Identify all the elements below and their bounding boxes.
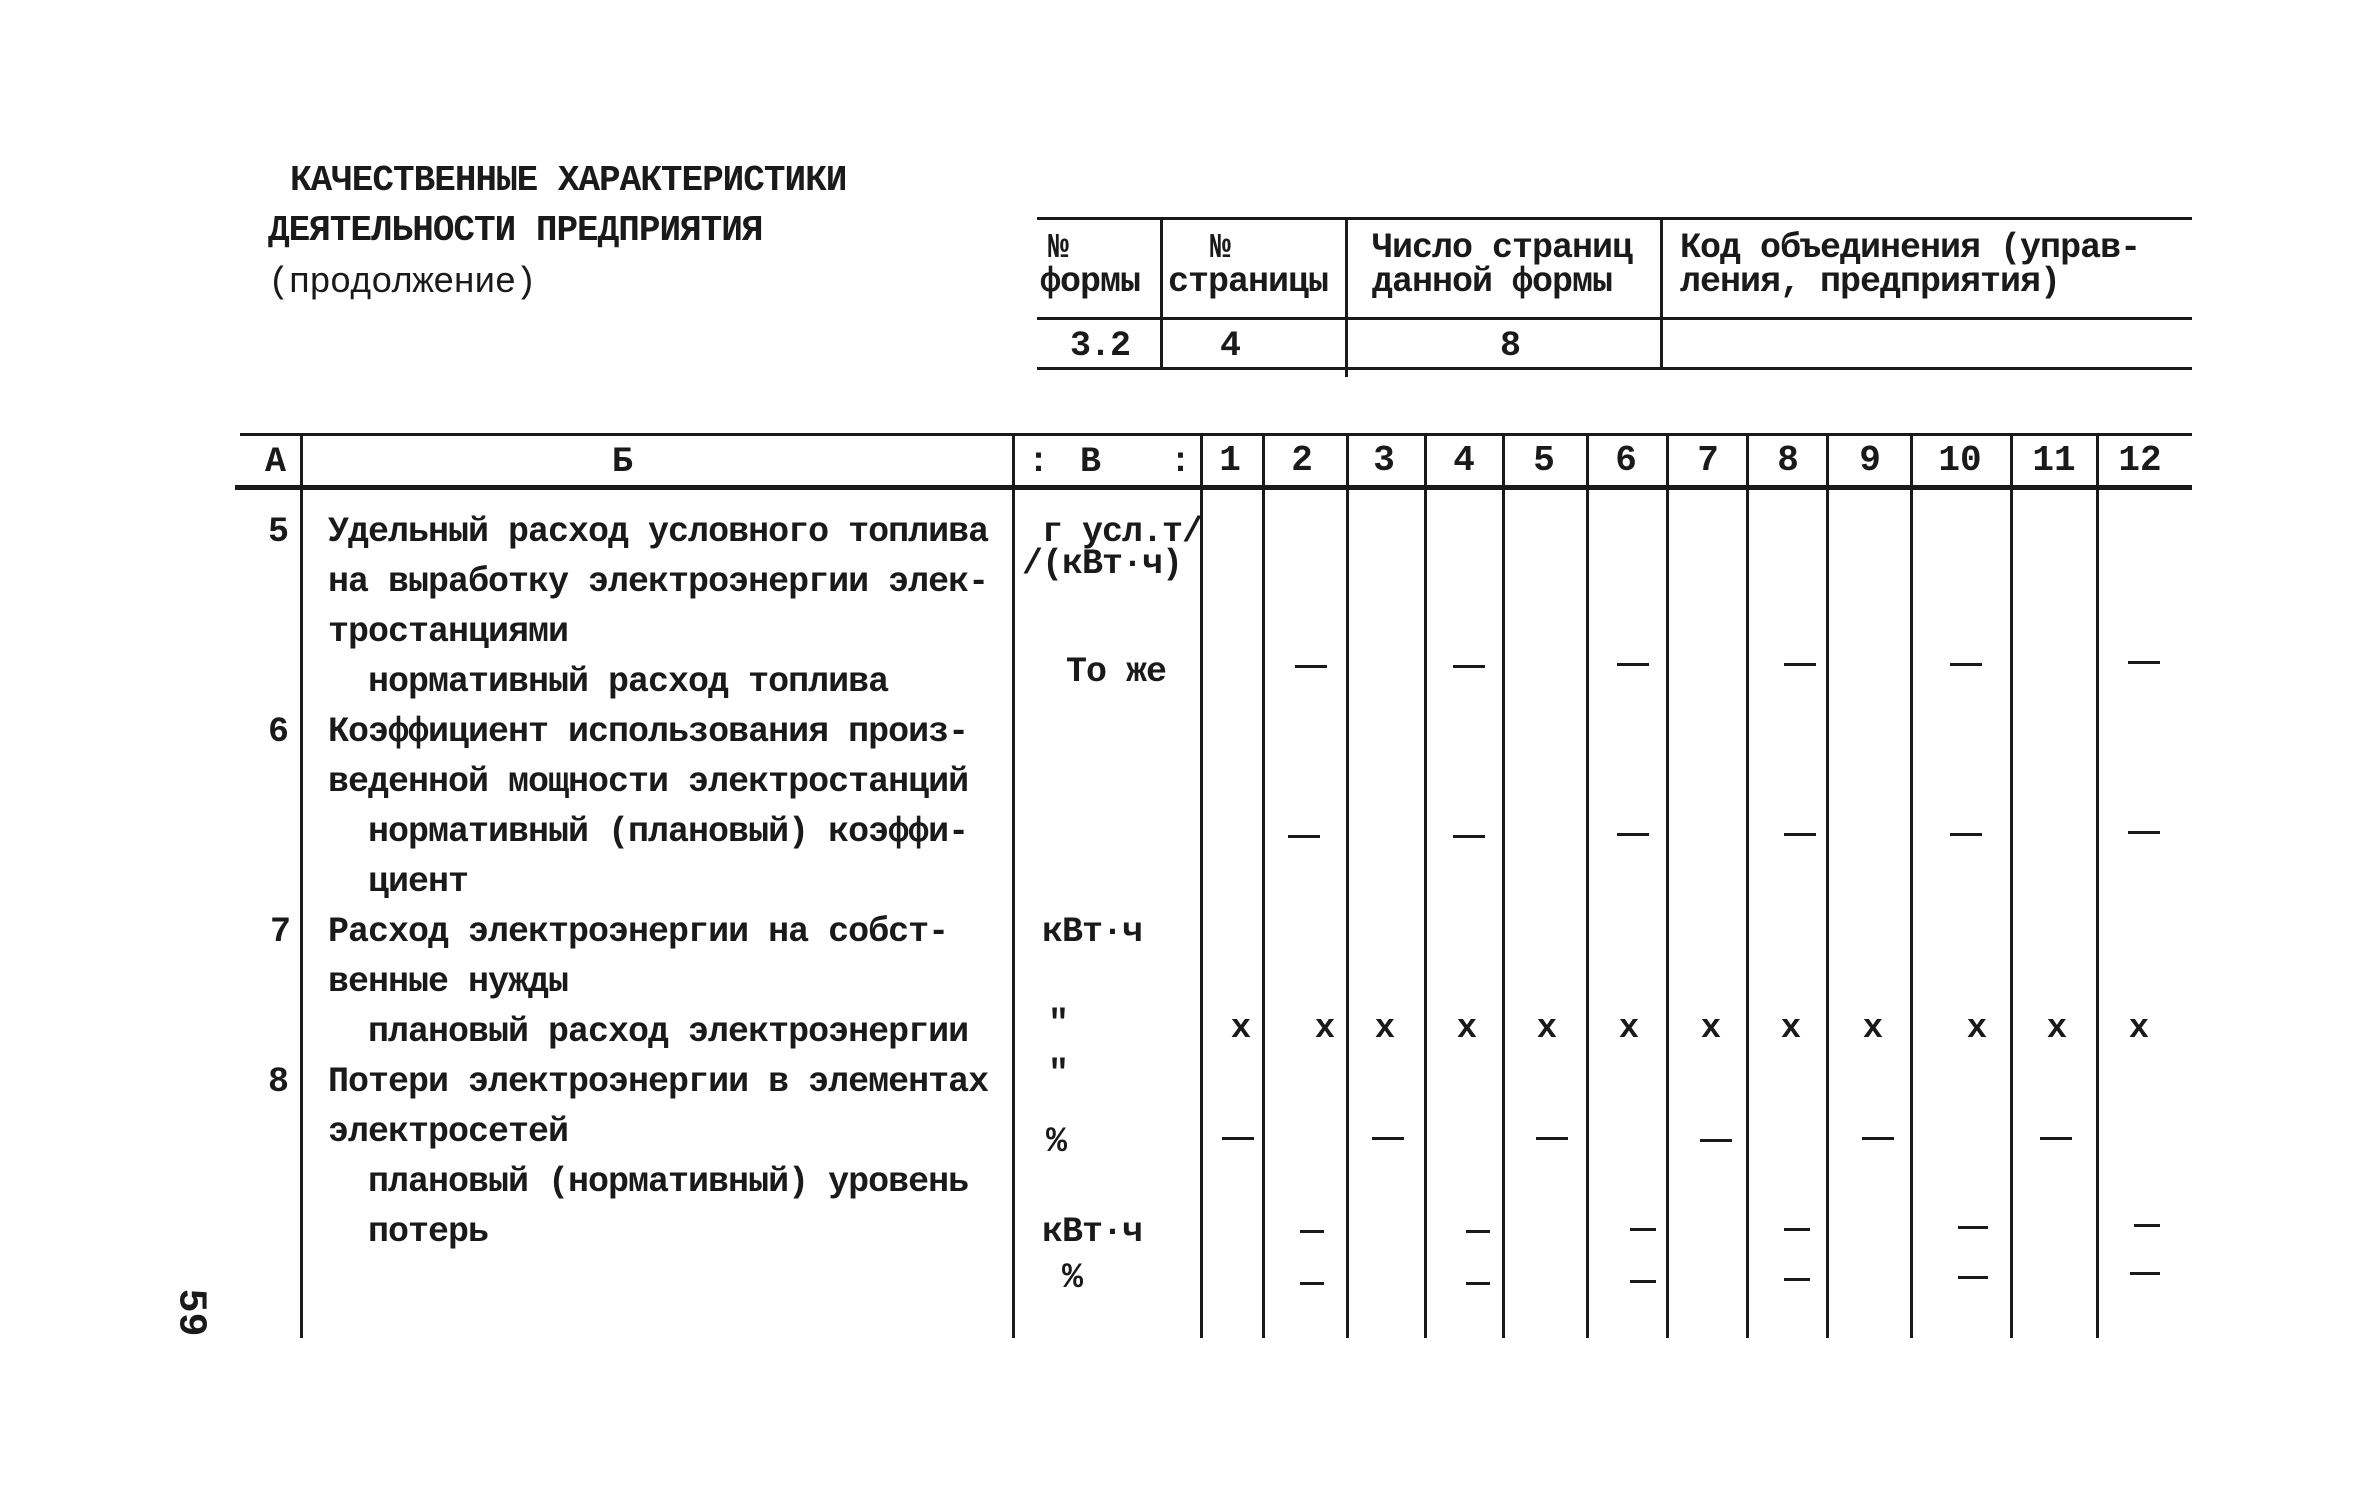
title-line-2: ДЕЯТЕЛЬНОСТИ ПРЕДПРИЯТИЯ [268, 210, 763, 251]
form-number-value: 3.2 [1069, 326, 1130, 366]
col-a-divider [300, 433, 303, 1338]
dash-plan-pct-col-6 [1630, 1280, 1656, 1283]
row-6-number: 6 [268, 712, 289, 752]
mark-x-col-7: x [1700, 1010, 1722, 1048]
col-1-divider [1262, 433, 1265, 1338]
row-8-sub-line-1: плановый (нормативный) уровень [368, 1162, 969, 1202]
dash-fuel-col-4 [1453, 665, 1485, 668]
col-v-header: В [1080, 442, 1101, 482]
code-header-line2: ления, предприятия) [1680, 262, 2061, 302]
row-5-unit-line-2: /(кВт·ч) [1022, 544, 1183, 584]
dash-fuel-col-8 [1784, 663, 1816, 666]
dash-plan-kwh-col-10 [1958, 1226, 1988, 1229]
row-8-line-1: Потери электроэнергии в элементах [328, 1062, 989, 1102]
dash-coef-col-4 [1453, 835, 1485, 838]
page-number-header-line1: № [1210, 228, 1231, 268]
col-v-colon-right: : [1170, 442, 1191, 482]
mark-x-col-1: x [1230, 1010, 1252, 1048]
page-count-value: 8 [1499, 326, 1520, 366]
mark-x-col-6: x [1618, 1010, 1640, 1048]
code-header-line1: Код объединения (управ- [1680, 228, 2141, 268]
row-5-line-3: тростанциями [328, 612, 569, 652]
col-7-divider [1746, 433, 1749, 1338]
mark-x-col-2: x [1314, 1010, 1336, 1048]
dash-loss-col-9 [1862, 1137, 1894, 1140]
col-4-divider [1502, 433, 1505, 1338]
main-table-top-rule [240, 433, 2192, 436]
row-6-sub-line-1: нормативный (плановый) коэффи- [368, 812, 969, 852]
row-8-unit-line-2: % [1046, 1122, 1067, 1162]
row-8-sub-unit-line-2: % [1062, 1258, 1083, 1298]
col-5-divider [1586, 433, 1589, 1338]
row-8-sub-unit-line-1: кВт·ч [1042, 1212, 1143, 1252]
mark-x-col-4: x [1456, 1010, 1478, 1048]
col-12-header: 12 [2118, 440, 2162, 481]
row-5-line-2: на выработку электроэнергии элек- [328, 562, 989, 602]
form-table-top-rule [1037, 217, 2192, 220]
col-2-header: 2 [1291, 440, 1313, 481]
dash-loss-col-7 [1700, 1139, 1732, 1142]
col-2-divider [1346, 433, 1349, 1338]
page-number: 59 [167, 1288, 213, 1337]
dash-fuel-col-10 [1950, 663, 1982, 666]
row-8-line-2: электросетей [328, 1112, 569, 1152]
dash-fuel-col-6 [1617, 663, 1649, 666]
col-9-divider [1910, 433, 1913, 1338]
col-7-header: 7 [1697, 440, 1719, 481]
dash-loss-col-5 [1536, 1137, 1568, 1140]
mark-x-col-8: x [1780, 1010, 1802, 1048]
col-1-header: 1 [1219, 440, 1241, 481]
dash-coef-col-12 [2128, 831, 2160, 834]
col-5-header: 5 [1533, 440, 1555, 481]
page-count-header-line1: Число страниц [1372, 228, 1633, 268]
title-line-3: (продолжение) [268, 262, 536, 303]
form-number-header-line1: № [1048, 228, 1069, 268]
dash-plan-kwh-col-2 [1300, 1230, 1324, 1233]
row-5-number: 5 [268, 512, 289, 552]
dash-loss-col-11 [2040, 1137, 2072, 1140]
col-a-header: А [265, 442, 286, 482]
col-8-header: 8 [1777, 440, 1799, 481]
dash-coef-col-8 [1784, 833, 1816, 836]
col-8-divider [1826, 433, 1829, 1338]
row-5-sub-unit: То же [1066, 652, 1167, 692]
form-table-divider-3 [1660, 217, 1663, 367]
col-6-divider [1666, 433, 1669, 1338]
mark-x-col-12: x [2128, 1010, 2150, 1048]
mark-x-col-5: x [1536, 1010, 1558, 1048]
row-8-sub-line-2: потерь [368, 1212, 489, 1252]
col-11-header: 11 [2032, 440, 2076, 481]
dash-plan-pct-col-8 [1784, 1278, 1810, 1281]
form-table-bottom-rule [1037, 367, 2192, 370]
col-10-divider [2010, 433, 2013, 1338]
mark-x-col-3: x [1374, 1010, 1396, 1048]
row-7-number: 7 [270, 912, 291, 952]
dash-plan-kwh-col-8 [1784, 1228, 1810, 1231]
title-line-1: КАЧЕСТВЕННЫЕ ХАРАКТЕРИСТИКИ [290, 160, 847, 201]
form-table-mid-rule [1037, 317, 2192, 320]
form-table-divider-1 [1160, 217, 1163, 367]
col-3-divider [1424, 433, 1427, 1338]
col-9-header: 9 [1859, 440, 1881, 481]
row-8-number: 8 [268, 1062, 289, 1102]
col-b-header: Б [612, 442, 633, 482]
row-6-sub-line-2: циент [368, 862, 469, 902]
row-7-unit: кВт·ч [1042, 912, 1143, 952]
page-number-value: 4 [1219, 326, 1240, 366]
dash-plan-pct-col-4 [1466, 1282, 1490, 1285]
dash-fuel-col-2 [1295, 665, 1327, 668]
row-7-sub-unit: " [1048, 1004, 1069, 1044]
row-7-line-2: венные нужды [328, 962, 569, 1002]
mark-x-col-10: x [1966, 1010, 1988, 1048]
dash-plan-pct-col-2 [1300, 1282, 1324, 1285]
page-count-header-line2: данной формы [1372, 262, 1613, 302]
main-table-header-rule [235, 485, 2192, 490]
row-5-line-1: Удельный расход условного топлива [328, 512, 989, 552]
form-table-divider-2 [1345, 217, 1348, 377]
row-5-unit-line-1: г усл.т/ [1042, 512, 1203, 552]
row-8-unit-line-1: " [1048, 1054, 1069, 1094]
dash-loss-col-3 [1372, 1137, 1404, 1140]
mark-x-col-11: x [2046, 1010, 2068, 1048]
row-5-sub-label: нормативный расход топлива [368, 662, 889, 702]
col-10-header: 10 [1938, 440, 1982, 481]
col-3-header: 3 [1373, 440, 1395, 481]
col-4-header: 4 [1453, 440, 1475, 481]
dash-fuel-col-12 [2128, 661, 2160, 664]
col-b-divider [1012, 433, 1015, 1338]
col-v-colon-left: : [1028, 442, 1049, 482]
col-6-header: 6 [1615, 440, 1637, 481]
col-11-divider [2096, 433, 2099, 1338]
row-7-line-1: Расход электроэнергии на собст- [328, 912, 949, 952]
dash-plan-kwh-col-6 [1630, 1228, 1656, 1231]
dash-coef-col-6 [1617, 833, 1649, 836]
dash-coef-col-2 [1288, 835, 1320, 838]
col-v-divider [1200, 433, 1203, 1338]
dash-coef-col-10 [1950, 833, 1982, 836]
dash-plan-pct-col-12 [2130, 1272, 2160, 1275]
row-6-line-2: веденной мощности электростанций [328, 762, 969, 802]
dash-loss-col-1 [1222, 1137, 1254, 1140]
page-number-header-line2: страницы [1168, 262, 1329, 302]
dash-plan-kwh-col-4 [1466, 1230, 1490, 1233]
dash-plan-pct-col-10 [1958, 1276, 1988, 1279]
row-7-sub-label: плановый расход электроэнергии [368, 1012, 969, 1052]
mark-x-col-9: x [1862, 1010, 1884, 1048]
form-number-header-line2: формы [1040, 262, 1141, 302]
row-6-line-1: Коэффициент использования произ- [328, 712, 969, 752]
dash-plan-kwh-col-12 [2134, 1224, 2160, 1227]
